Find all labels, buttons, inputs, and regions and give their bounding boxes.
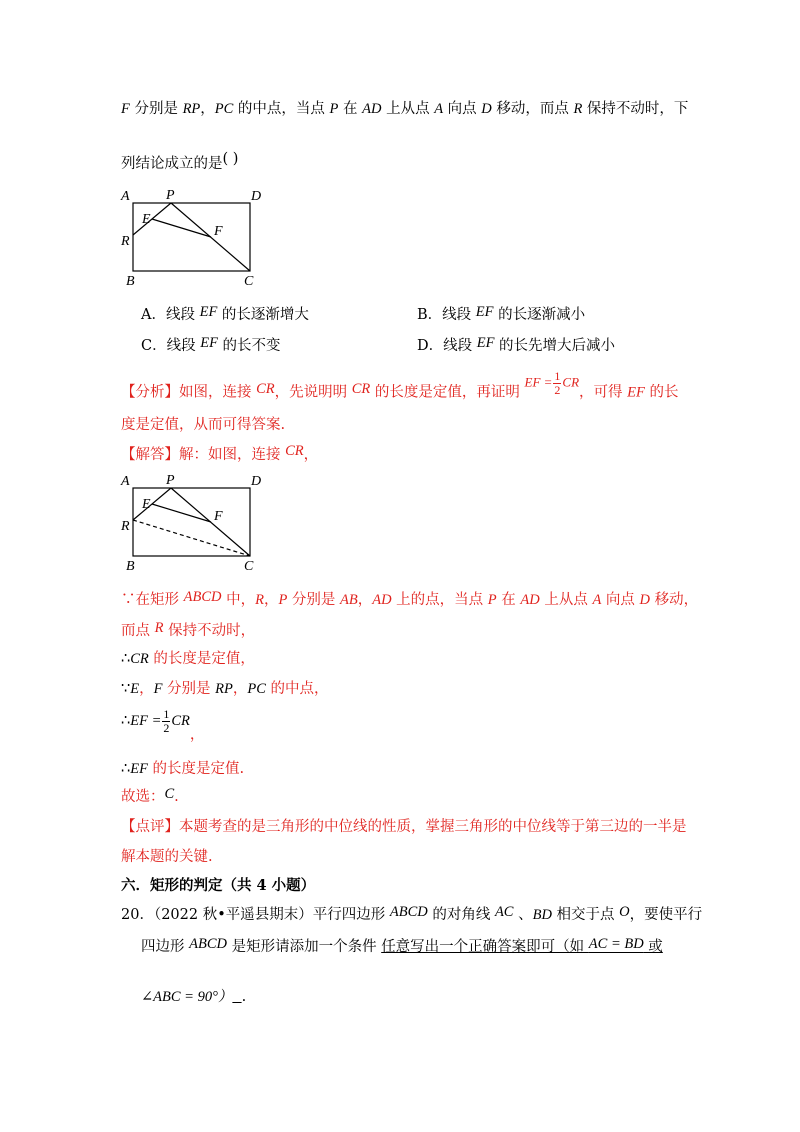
label-f-2: F (214, 509, 223, 524)
label-e: E (142, 212, 151, 227)
solution-step-3: ∴CR 的长度是定值， (121, 651, 255, 667)
q20-line-1: 20．（2022 秋•平遥县期末）平行四边形 ABCD 的对角线 AC 、BD 相交于点 O，要使平行 (121, 904, 703, 923)
analysis-line-1: 【分析】如图，连接 CR，先说明明 CR 的长度是定值，再证明 EF = $\frac{1}{2}$ CR，可得 EF 的长 (121, 369, 679, 401)
label-a: A (121, 189, 130, 204)
solution-choice: 故选：C. (121, 786, 179, 805)
label-f: F (214, 224, 223, 239)
segment-cr-dashed (133, 520, 250, 556)
solution-tag: 【解答】 (121, 447, 179, 463)
segment-ef-2 (152, 504, 211, 522)
option-a: A．线段 EF 的长逐渐增大 (141, 304, 309, 323)
comment-line-1: 【点评】本题考查的是三角形的中位线的性质，掌握三角形的中位线等于第三边的一半是 (121, 819, 687, 835)
comment-tag: 【点评】 (121, 819, 179, 835)
solution-step-2: 而点 R 保持不动时， (121, 620, 256, 639)
label-c: C (244, 274, 254, 289)
label-r-2: R (121, 519, 130, 534)
label-r: R (121, 234, 130, 249)
option-b: B．线段 EF 的长逐渐减小 (417, 304, 586, 323)
comment-line-2: 解本题的关键. (121, 849, 213, 865)
analysis-line-2: 度是定值，从而可得答案. (121, 417, 286, 433)
fraction-half-2: $\frac{1}{2}$ (163, 707, 170, 735)
label-b: B (126, 274, 135, 289)
option-d: D．线段 EF 的长先增大后减小 (417, 335, 616, 354)
question-line-1: F 分别是 RP，PC 的中点，当点 P 在 AD 上从点 A 向点 D 移动，而点 R 保持不动时，下 (121, 101, 689, 117)
analysis-tag: 【分析】 (121, 384, 179, 401)
solution-step-4: ∵E，F 分别是 RP，PC 的中点， (121, 681, 329, 697)
solution-step-1: ∵在矩形 ABCD 中，R，P 分别是 AB，AD 上的点，当点 P 在 AD 上从点 A 向点 D 移动， (121, 589, 699, 608)
q20-line-3: ∠ABC = 90°） . (141, 989, 247, 1005)
section-title: 六．矩形的判定（共 4 小题） (121, 877, 316, 894)
label-a-2: A (121, 474, 130, 489)
answer-paren: ( ) (222, 151, 239, 167)
label-d-2: D (251, 474, 262, 489)
label-d: D (251, 189, 262, 204)
q20-answer-blank: 任意写出一个正确答案即可（如 AC = BD 或 (381, 936, 663, 955)
figure-rectangle-1 (115, 185, 275, 290)
segment-ef (152, 219, 211, 237)
analysis-equation: EF = $\frac{1}{2}$ CR (524, 369, 580, 397)
figure-rectangle-2 (115, 470, 275, 575)
solution-step-5: ∴EF = $\frac{1}{2}$ CR， (121, 707, 205, 744)
label-e-2: E (142, 497, 151, 512)
solution-step-6: ∴EF 的长度是定值. (121, 761, 245, 777)
solution-line-1: 【解答】解：如图，连接 CR， (121, 443, 319, 463)
question-line-2: 列结论成立的是( ) (121, 151, 239, 172)
q20-line-2: 四边形 ABCD 是矩形请添加一个条件 任意写出一个正确答案即可（如 AC = BD 或 (141, 936, 663, 955)
label-b-2: B (126, 559, 135, 574)
option-c: C．线段 EF 的长不变 (141, 335, 281, 354)
label-c-2: C (244, 559, 254, 574)
fraction-half: $\frac{1}{2}$ (554, 369, 561, 397)
label-p-2: P (166, 473, 175, 488)
label-p: P (166, 188, 175, 203)
